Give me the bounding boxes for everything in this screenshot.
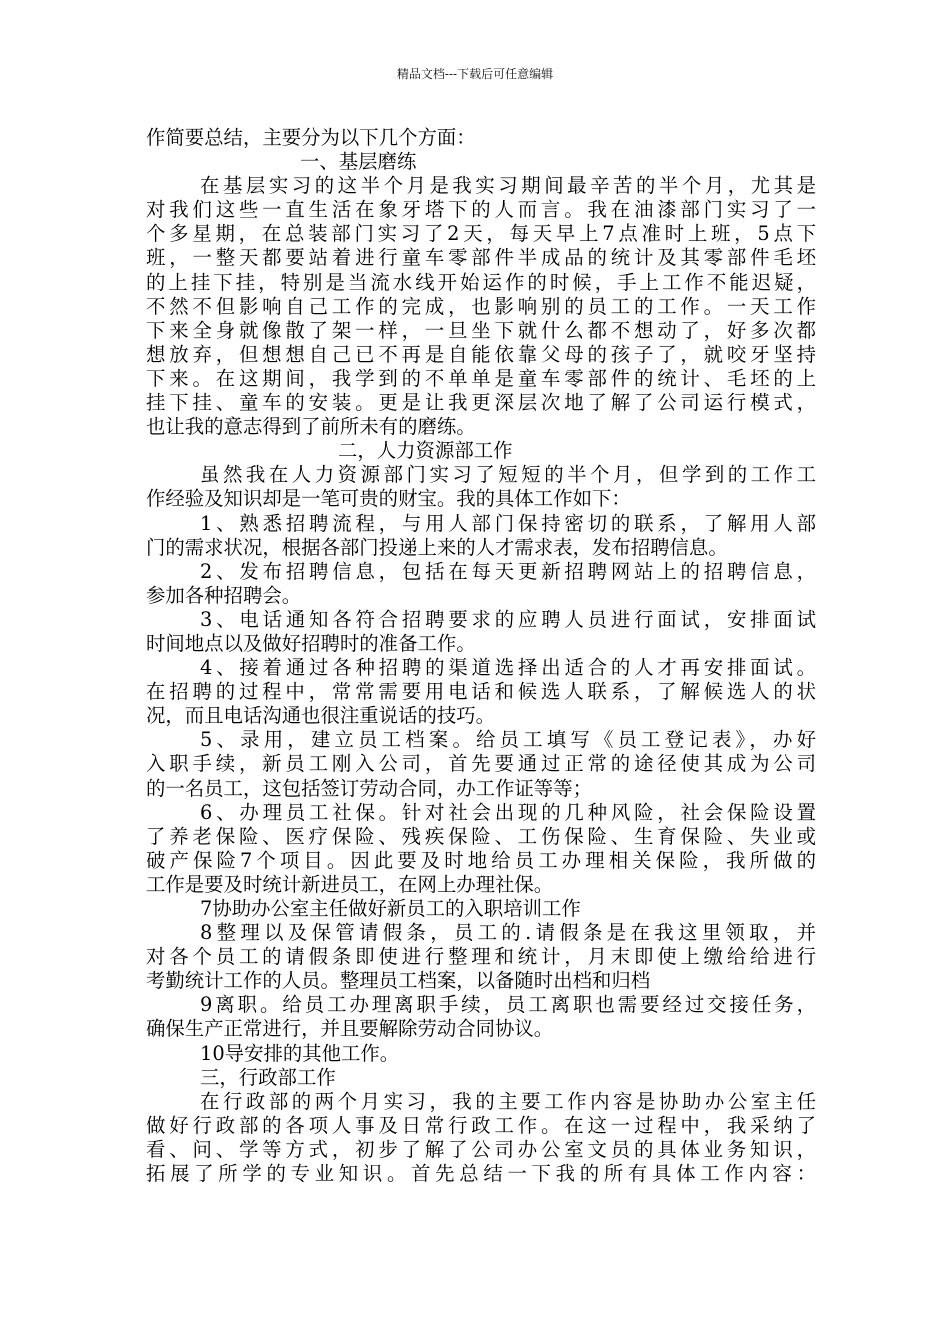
text-line: 在行政部的两个月实习，我的主要工作内容是协助办公室主任: [200, 1089, 816, 1113]
text-line: 在基层实习的这半个月是我实习期间最辛苦的半个月，尤其是: [200, 174, 816, 198]
text-line: 况，而且电话沟通也很注重说话的技巧。: [146, 704, 496, 728]
text-line: 7协助办公室主任做好新员工的入职培训工作: [200, 897, 581, 920]
text-line: 5、录用，建立员工档案。给员工填写《员工登记表》，办好: [200, 728, 816, 752]
text-line: 3、电话通知各符合招聘要求的应聘人员进行面试，安排面试: [200, 607, 816, 631]
text-line: 作简要总结，主要分为以下几个方面：: [146, 126, 476, 149]
text-line: 也让我的意志得到了前所未有的磨练。: [146, 415, 476, 439]
text-line: 个多星期，在总装部门实习了2天，每天早上7点准时上班，5点下: [146, 222, 816, 246]
text-line: 参加各种招聘会。: [146, 583, 302, 607]
text-line: 虽然我在人力资源部门实习了短短的半个月，但学到的工作工: [200, 463, 816, 487]
text-line: 的上挂下挂，特别是当流水线开始运作的时候，手上工作不能迟疑，: [146, 270, 816, 294]
text-line: 拓展了所学的专业知识。首先总结一下我的所有具体工作内容：: [146, 1162, 816, 1186]
text-line: 确保生产正常进行，并且要解除劳动合同协议。: [146, 1017, 554, 1041]
text-line: 作经验及知识却是一笔可贵的财宝。我的具体工作如下：: [146, 487, 631, 511]
text-line: 入职手续，新员工刚入公司，首先要通过正常的途径使其成为公司: [146, 752, 816, 776]
text-line: 考勤统计工作的人员。整理员工档案，以备随时出档和归档: [146, 969, 651, 993]
document-body: [146, 126, 816, 1186]
text-line: 在招聘的过程中，常常需要用电话和候选人联系，了解候选人的状: [146, 680, 816, 704]
text-line: 6、办理员工社保。针对社会出现的几种风险，社会保险设置: [200, 800, 816, 824]
text-line: 10导安排的其他工作。: [200, 1041, 400, 1065]
text-line: 三，行政部工作: [200, 1065, 336, 1089]
text-line: 门的需求状况，根据各部门投递上来的人才需求表，发布招聘信息。: [146, 535, 728, 559]
text-line: 看、问、学等方式，初步了解了公司办公室文员的具体业务知识，: [146, 1137, 816, 1161]
text-line: 2、发布招聘信息，包括在每天更新招聘网站上的招聘信息，: [200, 559, 816, 583]
text-line: 对我们这些一直生活在象牙塔下的人而言。我在油漆部门实习了一: [146, 198, 816, 222]
text-line: 下来全身就像散了架一样，一旦坐下就什么都不想动了，好多次都: [146, 318, 816, 342]
text-line: 的一名员工，这包括签订劳动合同，办工作证等等；: [146, 776, 592, 800]
text-line: 对各个员工的请假条即使进行整理和统计，月末即使上缴给给进行: [146, 945, 816, 969]
text-line: 4、接着通过各种招聘的渠道选择出适合的人才再安排面试。: [200, 656, 816, 680]
text-line: 想放弃，但想想自己已不再是自能依靠父母的孩子了，就咬牙坚持: [146, 342, 816, 366]
text-line: 工作是要及时统计新进员工，在网上办理社保。: [146, 872, 554, 896]
text-line: 9离职。给员工办理离职手续，员工离职也需要经过交接任务，: [200, 993, 816, 1017]
text-line: 不然不但影响自己工作的完成，也影响别的员工的工作。一天工作: [146, 294, 816, 318]
text-line: 1、熟悉招聘流程，与用人部门保持密切的联系，了解用人部: [200, 511, 816, 535]
text-line: 挂下挂、童车的安装。更是让我更深层次地了解了公司运行模式，: [146, 391, 816, 415]
text-line: 8整理以及保管请假条，员工的.请假条是在我这里领取，并: [200, 921, 816, 945]
text-line: 时间地点以及做好招聘时的准备工作。: [146, 631, 476, 655]
text-line: 了养老保险、医疗保险、残疾保险、工伤保险、生育保险、失业或: [146, 824, 816, 848]
text-line: 破产保险7个项目。因此要及时地给员工办理相关保险，我所做的: [146, 848, 816, 872]
page-header: 精品文档---下载后可任意编辑: [396, 67, 554, 81]
text-line: 一、基层磨练: [300, 150, 417, 174]
text-line: 下来。在这期间，我学到的不单单是童车零部件的统计、毛坯的上: [146, 366, 816, 390]
text-line: 做好行政部的各项人事及日常行政工作。在这一过程中，我采纳了: [146, 1113, 816, 1137]
text-line: 班，一整天都要站着进行童车零部件半成品的统计及其零部件毛坯: [146, 246, 816, 270]
text-line: 二，人力资源部工作: [338, 439, 513, 463]
